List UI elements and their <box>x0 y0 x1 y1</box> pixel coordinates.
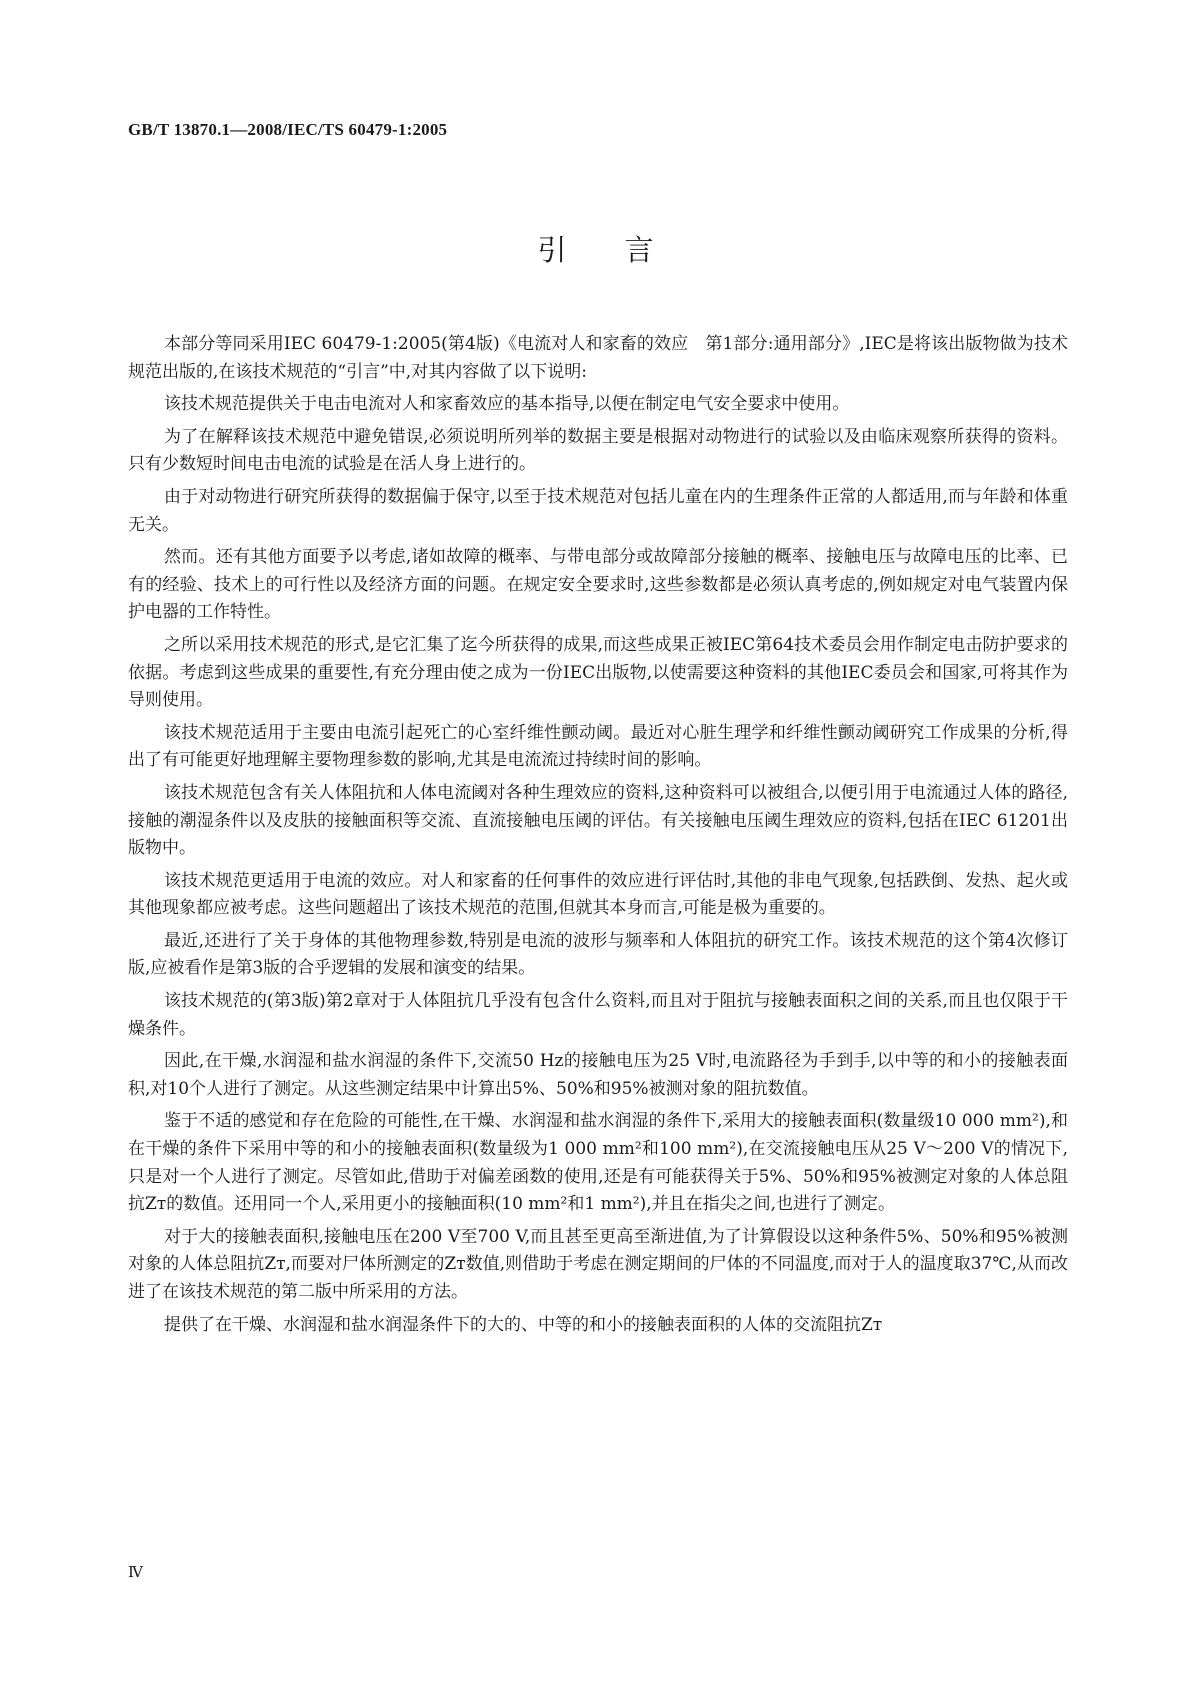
paragraph: 为了在解释该技术规范中避免错误,必须说明所列举的数据主要是根据对动物进行的试验以及由临床观察所获得的资料。只有少数短时间电击电流的试验是在活人身上进行的。 <box>128 426 1068 475</box>
paragraph: 由于对动物进行研究所获得的数据偏于保守,以至于技术规范对包括儿童在内的生理条件正常的人都适用,而与年龄和体重无关。 <box>128 486 1068 535</box>
paragraph: 之所以采用技术规范的形式,是它汇集了迄今所获得的成果,而这些成果正被IEC第64技术委员会用作制定电击防护要求的依据。考虑到这些成果的重要性,有充分理由使之成为一份IEC出版物,以使需要这种资料的其他IEC委员会和国家,可将其作为导则使用。 <box>128 634 1068 711</box>
paragraph: 对于大的接触表面积,接触电压在200 V至700 V,而且甚至更高至渐进值,为了计算假设以这种条件5%、50%和95%被测对象的人体总阻抗Zт,而要对尸体所测定的Zт数值,则借助于考虑在测定期间的尸体的不同温度,而对于人的温度取37℃,从而改进了在该技术规范的第二版中所采用的方法。 <box>128 1226 1068 1302</box>
paragraph: 该技术规范适用于主要由电流引起死亡的心室纤维性颤动阈。最近对心脏生理学和纤维性颤动阈研究工作成果的分析,得出了有可能更好地理解主要物理参数的影响,尤其是电流流过持续时间的影响。 <box>128 722 1068 771</box>
paragraph: 本部分等同采用IEC 60479-1:2005(第4版)《电流对人和家畜的效应 第1部分:通用部分》,IEC是将该出版物做为技术规范出版的,在该技术规范的“引言”中,对其内容做了以下说明: <box>128 334 1068 382</box>
section-title: 引言 <box>537 233 712 267</box>
paragraph: 该技术规范的(第3版)第2章对于人体阻抗几乎没有包含什么资料,而且对于阻抗与接触表面积之间的关系,而且也仅限于干燥条件。 <box>128 991 1068 1039</box>
paragraph: 该技术规范提供关于电击电流对人和家畜效应的基本指导,以便在制定电气安全要求中使用。 <box>164 394 850 415</box>
paragraph: 因此,在干燥,水润湿和盐水润湿的条件下,交流50 Hz的接触电压为25 V时,电流路径为手到手,以中等的和小的接触表面积,对10个人进行了测定。从这些测定结果中计算出5%、50%和95%被测对象的阻抗数值。 <box>128 1051 1068 1099</box>
paragraph: 提供了在干燥、水润湿和盐水润湿条件下的大的、中等的和小的接触表面积的人体的交流阻抗Zт <box>164 1314 883 1335</box>
paragraph: 最近,还进行了关于身体的其他物理参数,特别是电流的波形与频率和人体阻抗的研究工作。该技术规范的这个第4次修订版,应被看作是第3版的合乎逻辑的发展和演变的结果。 <box>128 930 1068 979</box>
page-number: Ⅳ <box>128 1565 143 1581</box>
paragraph: 该技术规范包含有关人体阻抗和人体电流阈对各种生理效应的资料,这种资料可以被组合,以便引用于电流通过人体的路径,接触的潮湿条件以及皮肤的接触面积等交流、直流接触电压阈的评估。有关接触电压阈生理效应的资料,包括在IEC 61201出版物中。 <box>128 782 1068 859</box>
paragraph: 然而。还有其他方面要予以考虑,诸如故障的概率、与带电部分或故障部分接触的概率、接触电压与故障电压的比率、已有的经验、技术上的可行性以及经济方面的问题。在规定安全要求时,这些参数都是必须认真考虑的,例如规定对电气装置内保护电器的工作特性。 <box>128 547 1068 623</box>
paragraph: 该技术规范更适用于电流的效应。对人和家畜的任何事件的效应进行评估时,其他的非电气现象,包括跌倒、发热、起火或其他现象都应被考虑。这些问题超出了该技术规范的范围,但就其本身而言,可能是极为重要的。 <box>128 870 1068 919</box>
paragraph: 鉴于不适的感觉和存在危险的可能性,在干燥、水润湿和盐水润湿的条件下,采用大的接触表面积(数量级10 000 mm²),和在干燥的条件下采用中等的和小的接触表面积(数量级为1 000 mm²和100 mm²),在交流接触电压从25 V～200 V的情况下,只是对一个人进行了测定。尽管如此,借助于对偏差函数的使用,还是有可能获得关于5%、50%和95%被测定对象的人体总阻抗Zт的数值。还用同一个人,采用更小的接触面积(10 mm²和1 mm²),并且在指尖之间,也进行了测定。 <box>128 1111 1068 1215</box>
body-text <box>128 331 1068 1344</box>
document-header: GB/T 13870.1—2008/IEC/TS 60479-1:2005 <box>128 120 448 139</box>
